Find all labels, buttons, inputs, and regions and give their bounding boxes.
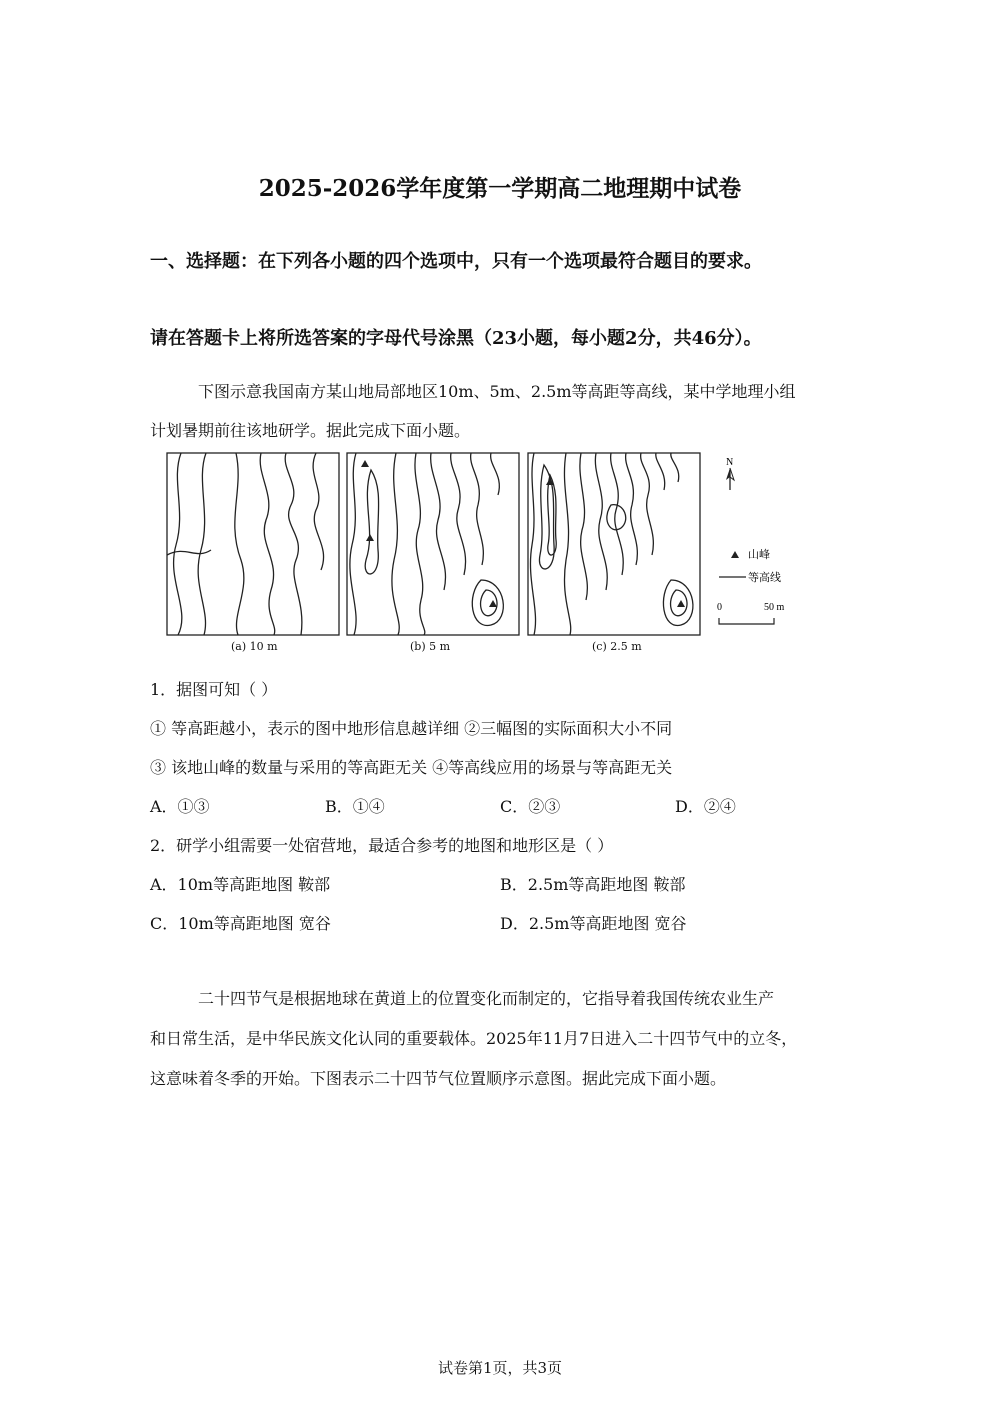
q2-stem: 2．研学小组需要一处宿营地，最适合参考的地图和地形区是（ ）	[150, 836, 614, 855]
peak-icon	[731, 551, 739, 558]
panel-b-contours	[350, 453, 503, 635]
peak-marker	[361, 460, 369, 467]
q1-statements-2: ③ 该地山峰的数量与采用的等高距无关 ④等高线应用的场景与等高距无关	[150, 758, 673, 777]
legend-contour-label: 等高线	[748, 571, 781, 584]
contour-map-figure	[166, 450, 806, 660]
q1-stem: 1．据图可知（ ）	[150, 680, 278, 699]
scale-bar	[719, 618, 774, 624]
north-arrow-icon	[726, 468, 734, 490]
q2-option-d: D．2.5m等高距地图 宽谷	[500, 914, 687, 933]
peak-marker	[489, 600, 497, 607]
q2-option-c: C．10m等高距地图 宽谷	[150, 914, 331, 933]
page-title: 2025-2026学年度第一学期高二地理期中试卷	[258, 175, 742, 202]
page-footer: 试卷第1页，共3页	[437, 1359, 563, 1377]
q2-option-a: A．10m等高距地图 鞍部	[150, 875, 331, 894]
panel-a-frame	[167, 453, 339, 635]
q1-option-d: D．②④	[675, 797, 736, 816]
scale-start: 0	[717, 602, 722, 613]
panel-c-contours	[530, 453, 692, 635]
q1-statements-1: ① 等高距越小，表示的图中地形信息越详细 ②三幅图的实际面积大小不同	[150, 719, 673, 738]
caption-a: (a) 10 m	[231, 640, 278, 653]
caption-c: (c) 2.5 m	[592, 640, 642, 653]
passage2-line3: 这意味着冬季的开始。下图表示二十四节气位置顺序示意图。据此完成下面小题。	[150, 1069, 727, 1088]
scale-end: 50 m	[764, 602, 785, 613]
passage1-line2: 计划暑期前往该地研学。据此完成下面小题。	[150, 421, 471, 440]
section-heading: 一、选择题：在下列各小题的四个选项中，只有一个选项最符合题目的要求。	[150, 251, 762, 272]
panel-a-contours	[167, 453, 324, 635]
passage2-line2: 和日常生活，是中华民族文化认同的重要载体。2025年11月7日进入二十四节气中的立冬，	[150, 1029, 798, 1048]
passage1-line1: 下图示意我国南方某山地局部地区10m、5m、2.5m等高距等高线，某中学地理小组	[198, 382, 796, 401]
panel-b-frame	[347, 453, 519, 635]
caption-b: (b) 5 m	[410, 640, 451, 653]
q1-option-a: A．①③	[150, 797, 210, 816]
legend-peak-label: 山峰	[748, 548, 770, 561]
peak-marker	[677, 600, 685, 607]
q2-option-b: B．2.5m等高距地图 鞍部	[500, 875, 686, 894]
passage2-line1: 二十四节气是根据地球在黄道上的位置变化而制定的，它指导着我国传统农业生产	[198, 989, 775, 1008]
q1-option-b: B．①④	[325, 797, 385, 816]
section-instructions: 请在答题卡上将所选答案的字母代号涂黑（23小题，每小题2分，共46分）。	[150, 328, 762, 349]
north-label: N	[726, 457, 734, 468]
peak-marker	[366, 534, 374, 541]
q1-option-c: C．②③	[500, 797, 561, 816]
